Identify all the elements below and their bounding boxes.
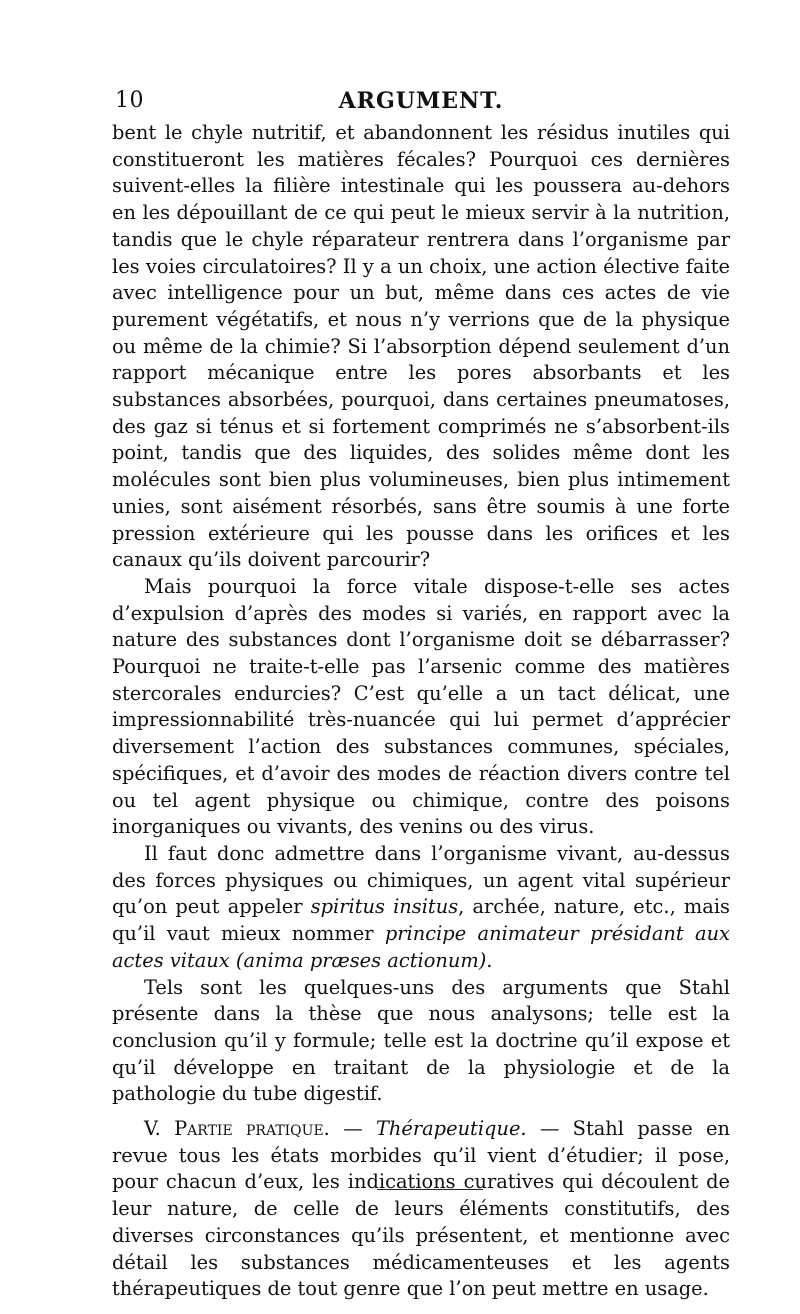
paragraph-vital-force: Mais pourquoi la force vitale dispose-t-elle ses actes d’expulsion d’après des modes si variés, en rapport avec la nature des substances dont l’organisme doit se débarrasser? Pourquoi ne traite-t-elle pas l’arsenic comme des matières stercorales endurcies? C’est qu’elle a un tact délicat, une impressionnabilité très-nuancée qui lui permet d’apprécier diversement l’action des substances communes, spéciales, spécifiques, et d’avoir des modes de réaction divers contre tel ou tel agent physique ou chimique, contre des poisons inorganiques ou vivants, des venins ou des virus.: [112, 574, 730, 839]
paragraph-conclusion: Tels sont les quelques-uns des arguments que Stahl présente dans la thèse que nous analysons; telle est la conclusion qu’il y formule; telle est la doctrine qu’il expose et qu’il développe en traitant de la physiologie et de la pathologie du tube digestif.: [112, 975, 730, 1106]
section-heading: Partie pratique.: [174, 1117, 330, 1141]
paragraph-section-v: [112, 1116, 730, 1303]
text-segment: Il faut donc admettre dans l’organisme vivant, au-dessus des forces physiques ou chimiques, un agent vital supérieur qu’on peut appeler: [112, 841, 730, 919]
italic-term-spiritus-insitus: spiritus insitus: [310, 895, 459, 919]
section-text: — Stahl passe en revue tous les états morbides qu’il vient d’étudier; il pose, pour chacun d’eux, les indications curatives qui découlent de leur nature, de celle de leurs éléments constitutifs, des diverses circonstances qu’ils présentent, et mentionne avec détail les substances médicamenteuses et les agents thérapeutiques de tout genre que l’on peut mettre en usage.: [112, 1117, 731, 1301]
section-subject: Thérapeutique.: [375, 1117, 527, 1141]
running-title: ARGUMENT.: [338, 88, 504, 114]
page-number: 10: [115, 88, 144, 113]
italic-term-principe-animateur: principe animateur présidant aux actes vitaux (anima præses actionum).: [112, 922, 730, 972]
running-head: [112, 84, 730, 120]
closing-rule: [377, 1189, 483, 1190]
paragraph-continuation: bent le chyle nutritif, et abandonnent les résidus inutiles qui constitueront les matières fécales? Pourquoi ces dernières suivent-elles la filière intestinale qui les poussera au-dehors en les dépouillant de ce qui peut le mieux servir à la nutrition, tandis que le chyle réparateur rentrera dans l’organisme par les voies circulatoires? Il y a un choix, une action élective faite avec intelligence pour un but, même dans ces actes de vie purement végétatifs, et nous n’y verrions que de la physique ou même de la chimie? Si l’absorption dépend seulement d’un rapport mécanique entre les pores absorbants et les substances absorbées, pourquoi, dans certaines pneumatoses, des gaz si ténus et si fortement comprimés ne s’absorbent-ils point, tandis que des liquides, des solides même dont les molécules sont bien plus volumineuses, bien plus intimement unies, sont aisément résorbés, sans être soumis à une forte pression extérieure qui les pousse dans les orifices et les canaux qu’ils doivent parcourir?: [112, 121, 730, 572]
section-numeral: V.: [144, 1117, 175, 1141]
paragraph-vital-agent: [112, 841, 730, 975]
body-text: [112, 120, 730, 1303]
book-page: [112, 84, 730, 1303]
dash: —: [329, 1117, 376, 1141]
text-segment: , archée, nature, etc., mais qu’il vaut mieux nommer: [112, 895, 730, 946]
